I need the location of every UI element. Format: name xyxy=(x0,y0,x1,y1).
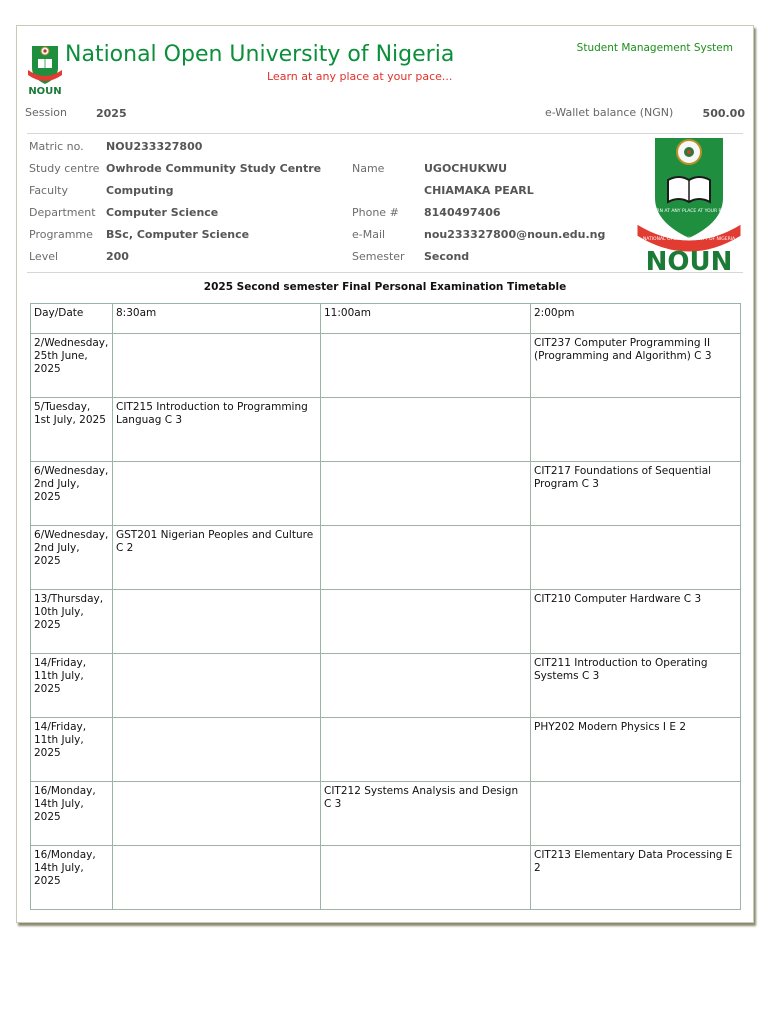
logo-ribbon-text: NATIONAL OPEN UNIVERSITY OF NIGERIA xyxy=(642,237,736,242)
page-header xyxy=(17,26,753,101)
name-value-line1: UGOCHUKWU xyxy=(424,162,508,175)
department-label: Department xyxy=(29,206,96,219)
exam-course-cell: CIT217 Foundations of Sequential Program C 3 xyxy=(531,462,741,526)
exam-date-cell: 13/Thursday, 10th July, 2025 xyxy=(31,590,113,654)
session-row xyxy=(25,106,745,128)
level-label: Level xyxy=(29,250,59,263)
exam-course-cell: CIT213 Elementary Data Processing E 2 xyxy=(531,846,741,910)
exam-date-cell: 14/Friday, 11th July, 2025 xyxy=(31,718,113,782)
table-row xyxy=(31,654,741,718)
matric-label: Matric no. xyxy=(29,140,84,153)
name-value-line2: CHIAMAKA PEARL xyxy=(424,184,534,197)
exam-course-cell xyxy=(113,462,321,526)
exam-date-cell: 6/Wednesday, 2nd July, 2025 xyxy=(31,462,113,526)
column-header: 8:30am xyxy=(113,304,321,334)
exam-course-cell xyxy=(113,782,321,846)
matric-value: NOU233327800 xyxy=(106,140,203,153)
info-row-programme xyxy=(29,228,629,250)
exam-course-cell xyxy=(321,398,531,462)
info-row-faculty xyxy=(29,184,629,206)
table-row xyxy=(31,398,741,462)
noun-logo-small xyxy=(27,42,63,96)
programme-label: Programme xyxy=(29,228,93,241)
faculty-label: Faculty xyxy=(29,184,68,197)
exam-course-cell xyxy=(531,782,741,846)
exam-course-cell xyxy=(113,590,321,654)
table-row xyxy=(31,590,741,654)
exam-course-cell xyxy=(113,846,321,910)
exam-course-cell xyxy=(113,718,321,782)
noun-logo-large xyxy=(635,136,743,272)
phone-value: 8140497406 xyxy=(424,206,501,219)
wallet-balance: 500.00 xyxy=(702,107,745,120)
semester-value: Second xyxy=(424,250,470,263)
email-value: nou233327800@noun.edu.ng xyxy=(424,228,606,241)
email-label: e-Mail xyxy=(352,228,386,241)
faculty-value: Computing xyxy=(106,184,174,197)
table-header-row xyxy=(31,304,741,334)
exam-course-cell xyxy=(113,334,321,398)
session-value: 2025 xyxy=(96,107,127,120)
timetable-title: 2025 Second semester Final Personal Examination Timetable xyxy=(203,281,567,293)
study-centre-value: Owhrode Community Study Centre xyxy=(106,162,322,175)
column-header: 2:00pm xyxy=(531,304,741,334)
exam-course-cell xyxy=(321,462,531,526)
exam-course-cell xyxy=(321,526,531,590)
exam-date-cell: 5/Tuesday, 1st July, 2025 xyxy=(31,398,113,462)
logo-small-text: NOUN xyxy=(28,86,62,96)
phone-label: Phone # xyxy=(352,206,399,219)
info-row-level xyxy=(29,250,629,272)
info-row-matric xyxy=(29,140,629,162)
table-row xyxy=(31,526,741,590)
timetable-table xyxy=(30,303,741,910)
column-header: Day/Date xyxy=(31,304,113,334)
exam-course-cell: CIT212 Systems Analysis and Design C 3 xyxy=(321,782,531,846)
logo-large-text: NOUN xyxy=(645,247,733,272)
divider xyxy=(27,133,743,134)
info-row-centre xyxy=(29,162,629,184)
exam-course-cell xyxy=(113,654,321,718)
university-name: National Open University of Nigeria xyxy=(65,42,455,67)
exam-course-cell xyxy=(321,334,531,398)
department-value: Computer Science xyxy=(106,206,219,219)
exam-course-cell: CIT215 Introduction to Programming Languag C 3 xyxy=(113,398,321,462)
table-row xyxy=(31,718,741,782)
exam-course-cell xyxy=(321,846,531,910)
exam-date-cell: 6/Wednesday, 2nd July, 2025 xyxy=(31,526,113,590)
tagline: Learn at any place at your pace... xyxy=(267,70,453,83)
wallet-label: e-Wallet balance (NGN) xyxy=(545,106,674,119)
divider xyxy=(27,272,743,273)
exam-course-cell xyxy=(531,526,741,590)
exam-date-cell: 2/Wednesday, 25th June, 2025 xyxy=(31,334,113,398)
session-label: Session xyxy=(25,106,67,119)
name-label: Name xyxy=(352,162,385,175)
exam-course-cell: PHY202 Modern Physics I E 2 xyxy=(531,718,741,782)
table-row xyxy=(31,846,741,910)
level-value: 200 xyxy=(106,250,129,263)
info-row-department xyxy=(29,206,629,228)
exam-date-cell: 16/Monday, 14th July, 2025 xyxy=(31,782,113,846)
exam-date-cell: 16/Monday, 14th July, 2025 xyxy=(31,846,113,910)
system-name: Student Management System xyxy=(576,42,733,54)
column-header: 11:00am xyxy=(321,304,531,334)
exam-course-cell xyxy=(321,590,531,654)
table-row xyxy=(31,334,741,398)
student-info xyxy=(29,140,629,270)
exam-date-cell: 14/Friday, 11th July, 2025 xyxy=(31,654,113,718)
programme-value: BSc, Computer Science xyxy=(106,228,250,241)
exam-course-cell xyxy=(321,718,531,782)
exam-course-cell: CIT210 Computer Hardware C 3 xyxy=(531,590,741,654)
table-row xyxy=(31,782,741,846)
exam-course-cell: CIT237 Computer Programming II (Programming and Algorithm) C 3 xyxy=(531,334,741,398)
semester-label: Semester xyxy=(352,250,405,263)
table-row xyxy=(31,462,741,526)
exam-course-cell: GST201 Nigerian Peoples and Culture C 2 xyxy=(113,526,321,590)
logo-motto: LEARN AT ANY PLACE AT YOUR PACE xyxy=(648,209,730,214)
exam-course-cell: CIT211 Introduction to Operating Systems C 3 xyxy=(531,654,741,718)
timetable-sheet xyxy=(16,25,754,923)
study-centre-label: Study centre xyxy=(29,162,100,175)
exam-course-cell xyxy=(531,398,741,462)
exam-course-cell xyxy=(321,654,531,718)
